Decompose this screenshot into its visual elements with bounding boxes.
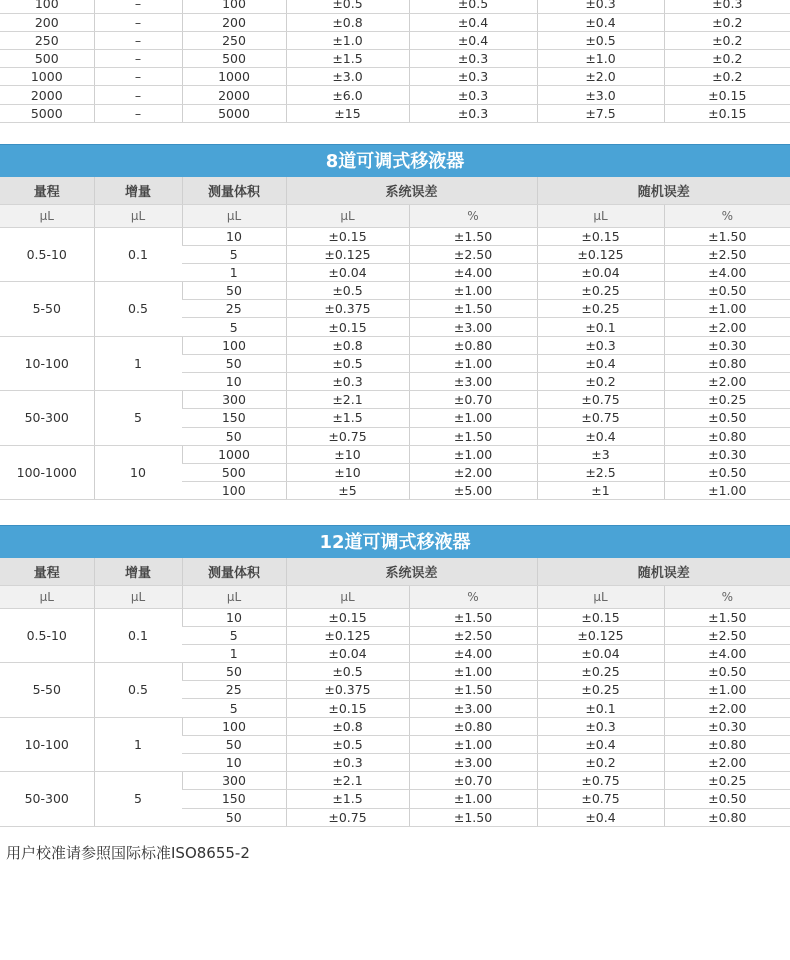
table-cell: ±1.50 [664, 227, 790, 245]
unit-cell: μL [0, 204, 94, 227]
unit-row [0, 585, 790, 608]
table-cell: ±0.15 [537, 608, 664, 626]
table-row [0, 445, 790, 463]
table-row [0, 13, 790, 31]
table-cell: 10 [182, 608, 286, 626]
table-cell: ±0.04 [286, 644, 409, 662]
table-cell: ±0.2 [537, 373, 664, 391]
table-cell: ±2.1 [286, 772, 409, 790]
table-cell: ±0.80 [409, 717, 537, 735]
table-cell: ±2.00 [664, 373, 790, 391]
table-cell: ±0.3 [409, 50, 537, 68]
unit-cell: μL [0, 585, 94, 608]
table-cell: 2000 [0, 86, 94, 104]
spec-table-12-channel [0, 558, 790, 827]
table-cell: ±5 [286, 482, 409, 500]
table-cell: ±1.00 [409, 790, 537, 808]
table-cell: ±0.5 [286, 735, 409, 753]
col-header-range: 量程 [0, 177, 94, 204]
table-cell: ±0.80 [664, 427, 790, 445]
table-cell: 5 [182, 699, 286, 717]
table-cell: ±0.2 [664, 68, 790, 86]
table-cell: ±1.00 [409, 354, 537, 372]
table-cell: ±0.30 [664, 445, 790, 463]
table-cell: – [94, 31, 182, 49]
table-cell: ±0.50 [664, 409, 790, 427]
table-cell: 10 [182, 227, 286, 245]
table-cell: ±2.1 [286, 391, 409, 409]
table-cell: ±4.00 [664, 263, 790, 281]
table-cell: ±2.00 [409, 463, 537, 481]
table-cell: 2000 [182, 86, 286, 104]
table-cell: ±0.50 [664, 282, 790, 300]
table-cell: ±0.25 [537, 663, 664, 681]
table-cell: ±0.4 [409, 31, 537, 49]
table-cell: 50 [182, 354, 286, 372]
table-cell: ±0.4 [537, 13, 664, 31]
table-cell: ±0.75 [537, 772, 664, 790]
table-cell: ±0.3 [286, 373, 409, 391]
table-cell: ±0.3 [537, 336, 664, 354]
table-cell: ±0.3 [409, 86, 537, 104]
table-cell: ±2.00 [664, 699, 790, 717]
range-cell: 100-1000 [0, 445, 94, 500]
table-cell: 200 [0, 13, 94, 31]
table-cell: 300 [182, 772, 286, 790]
table-row [0, 104, 790, 122]
table-cell: 1000 [182, 68, 286, 86]
increment-cell: 0.1 [94, 608, 182, 663]
unit-cell: μL [94, 204, 182, 227]
range-cell: 10-100 [0, 717, 94, 772]
table-cell: ±1.00 [409, 409, 537, 427]
table-cell: – [94, 86, 182, 104]
table-cell: ±2.00 [664, 318, 790, 336]
table-cell: ±0.75 [286, 808, 409, 826]
table-cell: ±0.50 [664, 663, 790, 681]
table-cell: 100 [0, 0, 94, 13]
table-cell: ±0.2 [664, 50, 790, 68]
table-row [0, 336, 790, 354]
table-cell: 50 [182, 735, 286, 753]
table-cell: ±0.125 [537, 245, 664, 263]
table-cell: – [94, 50, 182, 68]
table-cell: 5 [182, 318, 286, 336]
table-cell: 1 [182, 263, 286, 281]
table-cell: 50 [182, 808, 286, 826]
table-row [0, 0, 790, 13]
unit-cell: % [409, 585, 537, 608]
table-cell: ±3.00 [409, 318, 537, 336]
table-cell: ±0.70 [409, 772, 537, 790]
table-cell: ±0.25 [537, 300, 664, 318]
table-row [0, 227, 790, 245]
table-row [0, 663, 790, 681]
table-cell: ±0.3 [537, 717, 664, 735]
range-cell: 5-50 [0, 663, 94, 718]
table-cell: ±0.80 [409, 336, 537, 354]
table-cell: ±4.00 [409, 644, 537, 662]
col-header-increment: 增量 [94, 558, 182, 585]
table-cell: ±1.5 [286, 50, 409, 68]
table-cell: ±0.50 [664, 463, 790, 481]
table-cell: ±0.25 [664, 391, 790, 409]
unit-cell: μL [286, 585, 409, 608]
table-body [0, 608, 790, 826]
table-cell: ±1.50 [409, 608, 537, 626]
table-cell: ±0.8 [286, 717, 409, 735]
unit-cell: % [409, 204, 537, 227]
table-cell: ±0.80 [664, 808, 790, 826]
table-cell: ±0.75 [537, 790, 664, 808]
table-cell: ±0.50 [664, 790, 790, 808]
table-cell: ±1.00 [664, 482, 790, 500]
table-cell: – [94, 68, 182, 86]
table-cell: 1000 [0, 68, 94, 86]
table-cell: ±0.04 [537, 644, 664, 662]
table-cell: ±0.80 [664, 354, 790, 372]
table-cell: ±2.0 [537, 68, 664, 86]
table-cell: ±1.0 [286, 31, 409, 49]
table-row [0, 282, 790, 300]
table-cell: ±1.00 [409, 735, 537, 753]
table-cell: ±0.30 [664, 717, 790, 735]
range-cell: 0.5-10 [0, 608, 94, 663]
table-row [0, 391, 790, 409]
col-header-volume: 测量体积 [182, 177, 286, 204]
col-header-system-error: 系统误差 [286, 558, 537, 585]
table-cell: 500 [0, 50, 94, 68]
col-header-system-error: 系统误差 [286, 177, 537, 204]
table-cell: 1000 [182, 445, 286, 463]
table-cell: ±0.3 [537, 0, 664, 13]
table-row [0, 772, 790, 790]
table-cell: ±1.5 [286, 409, 409, 427]
table-cell: ±0.15 [286, 699, 409, 717]
table-cell: ±1.00 [664, 300, 790, 318]
table-cell: ±0.70 [409, 391, 537, 409]
table-cell: ±2.00 [664, 754, 790, 772]
table-cell: ±0.125 [537, 626, 664, 644]
table-cell: ±0.75 [537, 391, 664, 409]
table-cell: ±0.4 [537, 427, 664, 445]
table-cell: 100 [182, 0, 286, 13]
table-cell: ±1.00 [409, 445, 537, 463]
table-cell: ±0.5 [286, 0, 409, 13]
table-cell: ±0.2 [664, 31, 790, 49]
table-cell: 5 [182, 626, 286, 644]
table-cell: ±2.50 [409, 245, 537, 263]
table-cell: ±3 [537, 445, 664, 463]
table-cell: 100 [182, 482, 286, 500]
unit-cell: μL [94, 585, 182, 608]
table-cell: ±0.15 [286, 608, 409, 626]
table-cell: ±3.00 [409, 754, 537, 772]
col-header-range: 量程 [0, 558, 94, 585]
table-cell: 50 [182, 663, 286, 681]
col-header-volume: 测量体积 [182, 558, 286, 585]
increment-cell: 1 [94, 717, 182, 772]
table-cell: 5000 [182, 104, 286, 122]
table-cell: ±0.4 [537, 354, 664, 372]
table-cell: 150 [182, 790, 286, 808]
table-cell: 10 [182, 754, 286, 772]
table-body [0, 0, 790, 122]
table-cell: ±0.25 [664, 772, 790, 790]
table-cell: ±1.50 [409, 427, 537, 445]
table-cell: ±0.04 [286, 263, 409, 281]
table-cell: ±3.0 [537, 86, 664, 104]
col-header-increment: 增量 [94, 177, 182, 204]
table-cell: ±1.50 [409, 808, 537, 826]
table-cell: ±6.0 [286, 86, 409, 104]
table-cell: ±0.5 [286, 282, 409, 300]
table-cell: 100 [182, 336, 286, 354]
table-cell: ±0.30 [664, 336, 790, 354]
table-cell: 150 [182, 409, 286, 427]
table-cell: ±5.00 [409, 482, 537, 500]
table-cell: ±3.0 [286, 68, 409, 86]
table-cell: 25 [182, 681, 286, 699]
table-row [0, 608, 790, 626]
table-row [0, 717, 790, 735]
increment-cell: 0.5 [94, 282, 182, 337]
unit-cell: μL [182, 585, 286, 608]
table-cell: ±1.00 [664, 681, 790, 699]
table-cell: ±0.4 [537, 735, 664, 753]
table-cell: ±0.4 [409, 13, 537, 31]
table-cell: ±0.5 [537, 31, 664, 49]
table-cell: 5000 [0, 104, 94, 122]
increment-cell: 0.1 [94, 227, 182, 282]
table-cell: ±0.15 [664, 86, 790, 104]
increment-cell: 1 [94, 336, 182, 391]
table-cell: 250 [0, 31, 94, 49]
table-row [0, 31, 790, 49]
table-cell: ±2.5 [537, 463, 664, 481]
table-cell: 500 [182, 50, 286, 68]
unit-cell: μL [286, 204, 409, 227]
table-cell: ±0.1 [537, 699, 664, 717]
table-cell: 10 [182, 373, 286, 391]
table-cell: ±0.5 [409, 0, 537, 13]
table-cell: 200 [182, 13, 286, 31]
table-cell: ±0.80 [664, 735, 790, 753]
table-cell: ±0.1 [537, 318, 664, 336]
table-cell: ±0.15 [664, 104, 790, 122]
table-cell: ±1.50 [409, 300, 537, 318]
table-row [0, 50, 790, 68]
table-cell: ±0.3 [664, 0, 790, 13]
increment-cell: 5 [94, 391, 182, 446]
table-cell: ±3.00 [409, 373, 537, 391]
table-cell: 5 [182, 245, 286, 263]
table-cell: ±2.50 [409, 626, 537, 644]
table-cell: – [94, 13, 182, 31]
header-row [0, 558, 790, 585]
table-body [0, 227, 790, 500]
table-cell: ±1.5 [286, 790, 409, 808]
header-row [0, 177, 790, 204]
table-title-12-channel: 12道可调式移液器 [0, 525, 790, 558]
unit-cell: μL [537, 585, 664, 608]
unit-cell: μL [182, 204, 286, 227]
table-cell: ±0.2 [537, 754, 664, 772]
table-cell: ±0.75 [537, 409, 664, 427]
table-cell: 25 [182, 300, 286, 318]
table-cell: 250 [182, 31, 286, 49]
table-cell: ±3.00 [409, 699, 537, 717]
table-cell: ±0.04 [537, 263, 664, 281]
table-cell: ±10 [286, 463, 409, 481]
table-cell: ±1.0 [537, 50, 664, 68]
range-cell: 50-300 [0, 391, 94, 446]
calibration-footnote: 用户校准请参照国际标准ISO8655-2 [6, 844, 250, 862]
table-cell: ±0.2 [664, 13, 790, 31]
table-cell: ±4.00 [664, 644, 790, 662]
table-cell: ±1.00 [409, 663, 537, 681]
table-cell: 300 [182, 391, 286, 409]
table-cell: ±0.25 [537, 282, 664, 300]
table-cell: ±0.25 [537, 681, 664, 699]
table-cell: ±7.5 [537, 104, 664, 122]
table-cell: ±1.00 [409, 282, 537, 300]
table-cell: – [94, 104, 182, 122]
single-channel-table-tail [0, 0, 790, 123]
increment-cell: 10 [94, 445, 182, 500]
table-row [0, 86, 790, 104]
col-header-random-error: 随机误差 [537, 558, 790, 585]
table-cell: ±0.125 [286, 626, 409, 644]
table-cell: ±2.50 [664, 245, 790, 263]
table-cell: ±0.5 [286, 354, 409, 372]
increment-cell: 5 [94, 772, 182, 827]
table-row [0, 68, 790, 86]
table-cell: 100 [182, 717, 286, 735]
table-cell: ±0.5 [286, 663, 409, 681]
table-cell: ±15 [286, 104, 409, 122]
spec-table-8-channel [0, 177, 790, 500]
increment-cell: 0.5 [94, 663, 182, 718]
table-cell: 500 [182, 463, 286, 481]
table-cell: – [94, 0, 182, 13]
range-cell: 5-50 [0, 282, 94, 337]
range-cell: 50-300 [0, 772, 94, 827]
table-cell: ±0.75 [286, 427, 409, 445]
table-cell: ±0.3 [286, 754, 409, 772]
table-cell: ±0.3 [409, 68, 537, 86]
unit-row [0, 204, 790, 227]
table-cell: ±0.8 [286, 336, 409, 354]
table-cell: ±0.125 [286, 245, 409, 263]
table-cell: ±1.50 [409, 227, 537, 245]
table-cell: ±0.15 [537, 227, 664, 245]
unit-cell: % [664, 585, 790, 608]
table-cell: ±0.4 [537, 808, 664, 826]
range-cell: 0.5-10 [0, 227, 94, 282]
table-title-8-channel: 8道可调式移液器 [0, 144, 790, 177]
table-cell: 50 [182, 282, 286, 300]
range-cell: 10-100 [0, 336, 94, 391]
table-cell: 1 [182, 644, 286, 662]
col-header-random-error: 随机误差 [537, 177, 790, 204]
table-cell: ±1.50 [409, 681, 537, 699]
table-cell: ±0.15 [286, 227, 409, 245]
unit-cell: μL [537, 204, 664, 227]
table-cell: 50 [182, 427, 286, 445]
table-cell: ±0.375 [286, 300, 409, 318]
table-cell: ±1 [537, 482, 664, 500]
table-cell: ±10 [286, 445, 409, 463]
table-cell: ±0.3 [409, 104, 537, 122]
table-cell: ±0.375 [286, 681, 409, 699]
table-cell: ±0.8 [286, 13, 409, 31]
table-cell: ±2.50 [664, 626, 790, 644]
table-cell: ±0.15 [286, 318, 409, 336]
unit-cell: % [664, 204, 790, 227]
table-cell: ±1.50 [664, 608, 790, 626]
table-cell: ±4.00 [409, 263, 537, 281]
